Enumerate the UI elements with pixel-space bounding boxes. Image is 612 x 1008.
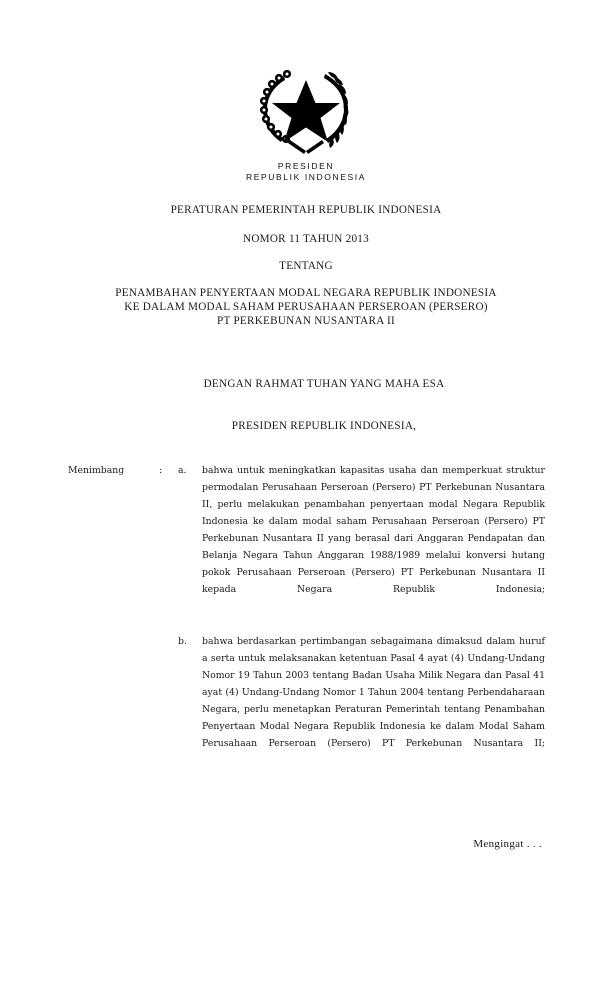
presidential-emblem-block <box>0 62 612 182</box>
menimbang-label: Menimbang <box>68 465 125 476</box>
dengan-rahmat-heading: DENGAN RAHMAT TUHAN YANG MAHA ESA <box>203 378 445 390</box>
considerans-item-b-marker: b. <box>178 636 187 647</box>
page-catchword: Mengingat . . . <box>473 838 542 850</box>
presiden-republik-heading: PRESIDEN REPUBLIK INDONESIA, <box>231 420 417 432</box>
subject-line-1: PENAMBAHAN PENYERTAAN MODAL NEGARA REPUBLIK INDONESIA <box>115 287 497 299</box>
indonesian-presidential-emblem-icon <box>254 62 358 156</box>
emblem-caption-line-2: REPUBLIK INDONESIA <box>246 171 366 182</box>
subject-line-3: PT PERKEBUNAN NUSANTARA II <box>217 315 395 327</box>
subject-line-2: KE DALAM MODAL SAHAM PERUSAHAAN PERSEROAN (PERSERO) <box>124 301 488 313</box>
considerans-item-b <box>0 633 612 769</box>
considerans-item-b-text: bahwa berdasarkan pertimbangan sebagaimana dimaksud dalam huruf a serta untuk melaksanakan ketentuan Pasal 4 ayat (4) Undang-Undang Nomor 19 Tahun 2003 tentang Badan Usaha Milik Negara dan Pasal 41 ayat (4) Undang-Undang Nomor 1 Tahun 2004 tentang Perbendaharaan Negara, perlu menetapkan Peraturan Pemerintah tentang Penambahan Penyertaan Modal Negara Republik Indonesia ke dalam Modal Saham Perusahaan Perseroan (Persero) PT Perkebunan Nusantara II; <box>202 636 545 749</box>
considerans-item-a <box>0 462 612 615</box>
emblem-caption <box>0 161 612 182</box>
five-pointed-star <box>272 80 340 142</box>
menimbang-colon: : <box>159 465 163 476</box>
considerans-item-a-marker: a. <box>178 465 187 476</box>
document-title-block <box>0 203 612 328</box>
regulation-type-line: PERATURAN PEMERINTAH REPUBLIK INDONESIA <box>170 204 442 216</box>
tentang-line: TENTANG <box>279 260 333 272</box>
considerans-section <box>0 462 612 787</box>
considerans-item-a-text: bahwa untuk meningkatkan kapasitas usaha dan memperkuat struktur permodalan Perusahaan Perseroan (Persero) PT Perkebunan Nusantara II, perlu melakukan penambahan penyertaan modal Negara Republik Indonesia ke dalam modal saham Perusahaan Perseroan (Persero) PT Perkebunan Nusantara II yang berasal dari Anggaran Pendapatan dan Belanja Negara Tahun Anggaran 1988/1989 melalui konversi hutang pokok Perusahaan Perseroan (Persero) PT Perkebunan Nusantara II kepada Negara Republik Indonesia; <box>202 465 545 595</box>
regulation-number-line: NOMOR 11 TAHUN 2013 <box>243 233 369 245</box>
emblem-caption-line-1: PRESIDEN <box>277 161 335 171</box>
